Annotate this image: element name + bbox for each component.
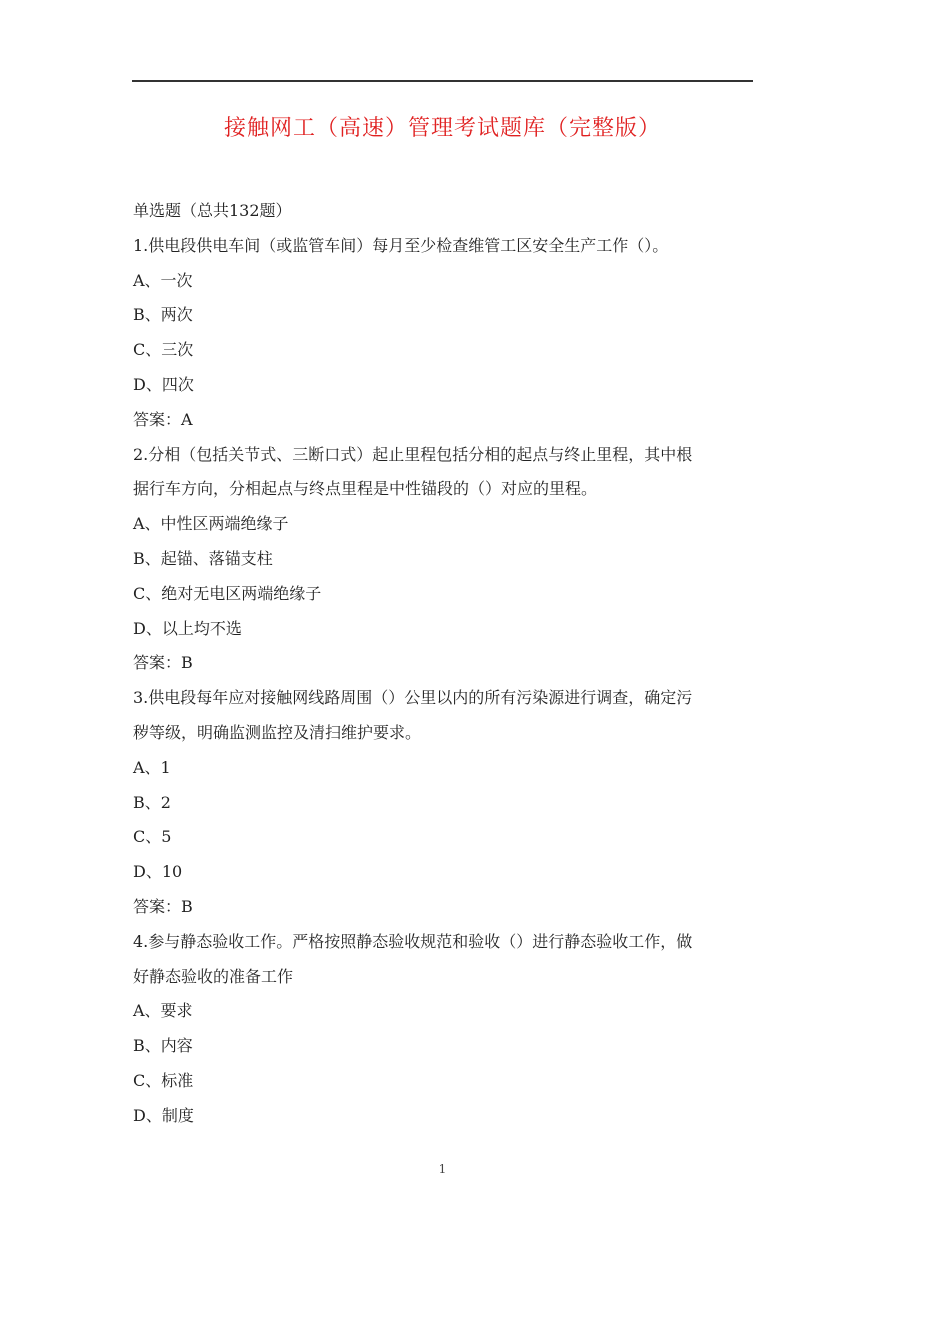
text-line: 1.供电段供电车间（或监管车间）每月至少检查维管工区安全生产工作（）。 bbox=[133, 235, 669, 255]
text-line: A、1 bbox=[133, 757, 171, 777]
text-line: D、以上均不选 bbox=[133, 618, 242, 638]
section-heading: 单选题（总共132题） bbox=[133, 201, 292, 220]
page-number: 1 bbox=[438, 1162, 447, 1176]
text-line: 4.参与静态验收工作。严格按照静态验收规范和验收（）进行静态验收工作，做 bbox=[133, 931, 693, 951]
text-line: D、四次 bbox=[133, 374, 194, 394]
text-line: 答案：A bbox=[133, 409, 193, 429]
text-line: 秽等级，明确监测监控及清扫维护要求。 bbox=[133, 722, 422, 742]
text-line: 答案：B bbox=[133, 653, 193, 673]
text-line: C、绝对无电区两端绝缘子 bbox=[133, 583, 322, 603]
text-line: A、中性区两端绝缘子 bbox=[133, 514, 289, 534]
text-line: 答案：B bbox=[133, 896, 193, 916]
text-line: 2.分相（包括关节式、三断口式）起止里程包括分相的起点与终止里程，其中根 bbox=[133, 444, 693, 464]
text-line: B、两次 bbox=[133, 305, 193, 325]
text-line: 好静态验收的准备工作 bbox=[133, 966, 294, 986]
header-rule bbox=[132, 80, 753, 82]
text-line: B、起锚、落锚支柱 bbox=[133, 548, 273, 568]
text-line: 据行车方向，分相起点与终点里程是中性锚段的（）对应的里程。 bbox=[133, 479, 598, 499]
text-line: B、内容 bbox=[133, 1036, 193, 1056]
text-line: C、三次 bbox=[133, 340, 194, 360]
text-line: C、标准 bbox=[133, 1070, 194, 1090]
text-line: C、5 bbox=[133, 827, 172, 847]
text-line: D、10 bbox=[133, 862, 183, 882]
document-title: 接触网工（高速）管理考试题库（完整版） bbox=[223, 116, 661, 141]
document-body bbox=[133, 194, 758, 1134]
text-line: A、一次 bbox=[133, 270, 193, 290]
text-line: B、2 bbox=[133, 792, 171, 812]
text-line: D、制度 bbox=[133, 1105, 194, 1125]
text-line: 3.供电段每年应对接触网线路周围（）公里以内的所有污染源进行调查，确定污 bbox=[133, 688, 693, 708]
text-line: A、要求 bbox=[133, 1001, 193, 1021]
